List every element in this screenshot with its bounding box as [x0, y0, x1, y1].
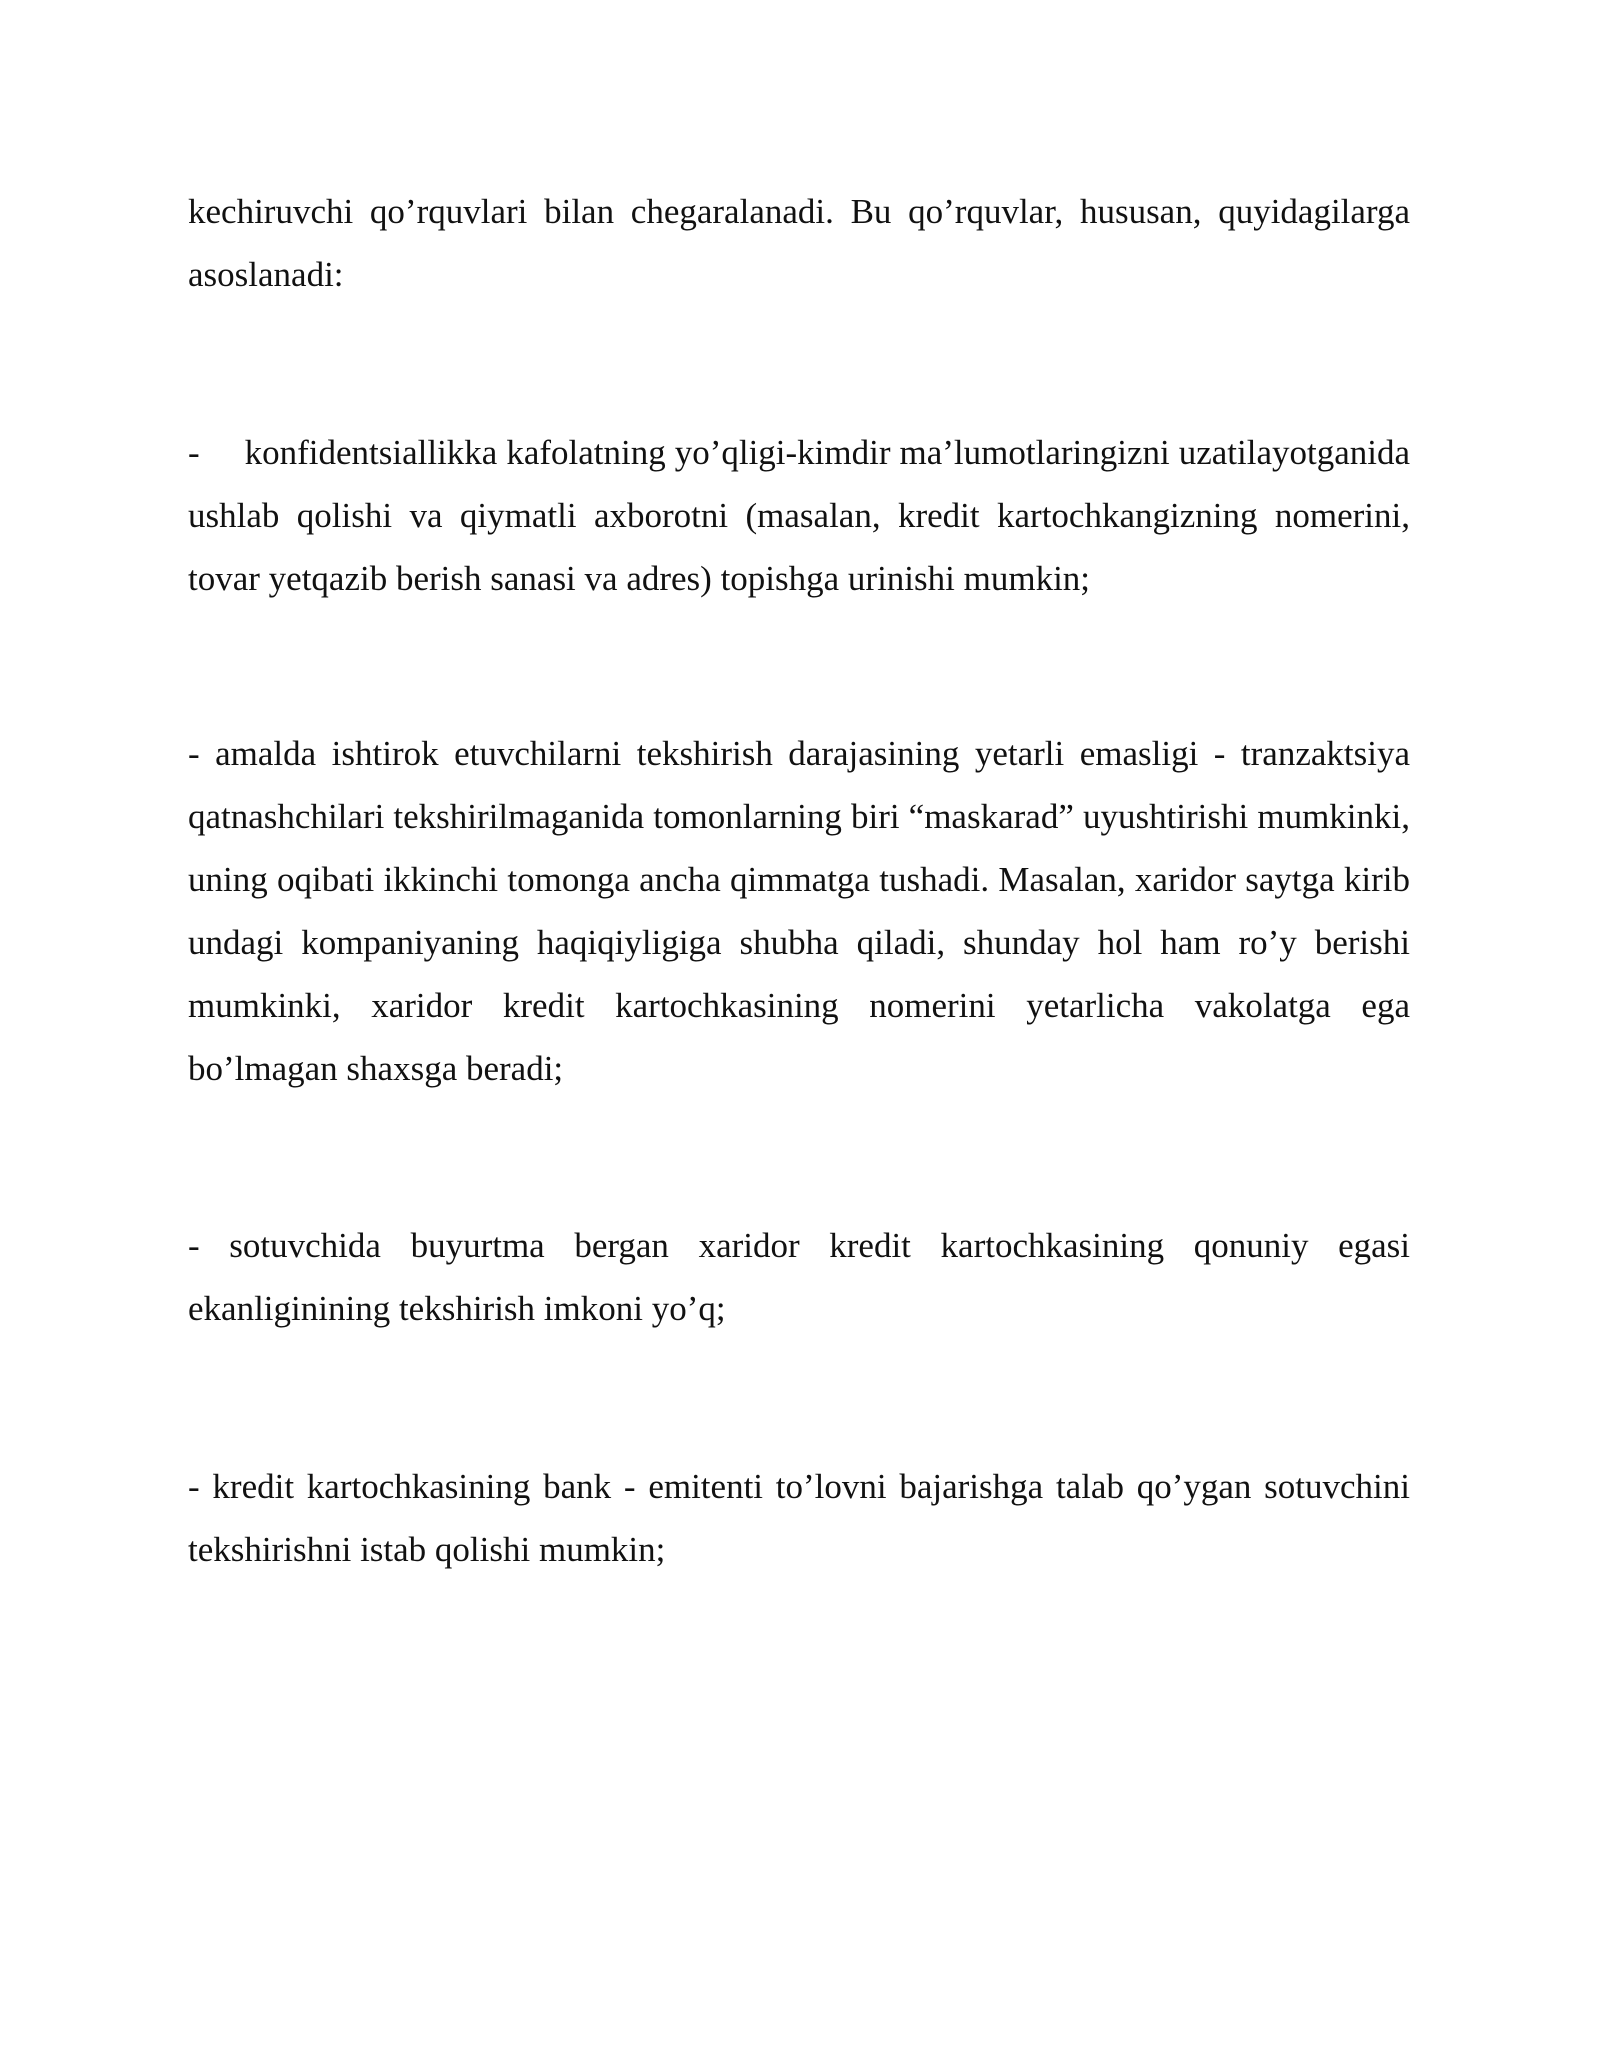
paragraph-seller-check: - sotuvchida buyurtma bergan xaridor kredit kartochkasining qonuniy egasi ekanliginining tekshirish imkoni yo’q; — [188, 1226, 1410, 1328]
document-page — [188, 180, 1410, 1581]
paragraph-intro: kechiruvchi qo’rquvlari bilan chegaralanadi. Bu qo’rquvlar, hususan, quyidagilarga asoslanadi: — [188, 192, 1410, 294]
paragraph-bank-issuer: - kredit kartochkasining bank - emitenti to’lovni bajarishga talab qo’ygan sotuvchini tekshirishni istab qolishi mumkin; — [188, 1467, 1410, 1569]
paragraph-confidentiality: - konfidentsiallikka kafolatning yo’qligi-kimdir ma’lumotlaringizni uzatilayotganida ushlab qolishi va qiymatli axborotni (masalan, kredit kartochkangizning nomerini, tovar yetqazib berish sanasi va adres) topishga urinishi mumkin; — [188, 433, 1410, 598]
paragraph-verification: - amalda ishtirok etuvchilarni tekshirish darajasining yetarli emasligi - tranzaktsiya qatnashchilari tekshirilmaganida tomonlarning biri “maskarad” uyushtirishi mumkinki, uning oqibati ikkinchi tomonga ancha qimmatga tushadi. Masalan, xaridor saytga kirib undagi kompaniyaning haqiqiyligiga shubha qiladi, shunday hol ham ro’y berishi mumkinki, xaridor kredit kartochkasining nomerini yetarlicha vakolatga ega bo’lmagan shaxsga beradi; — [188, 734, 1410, 1088]
